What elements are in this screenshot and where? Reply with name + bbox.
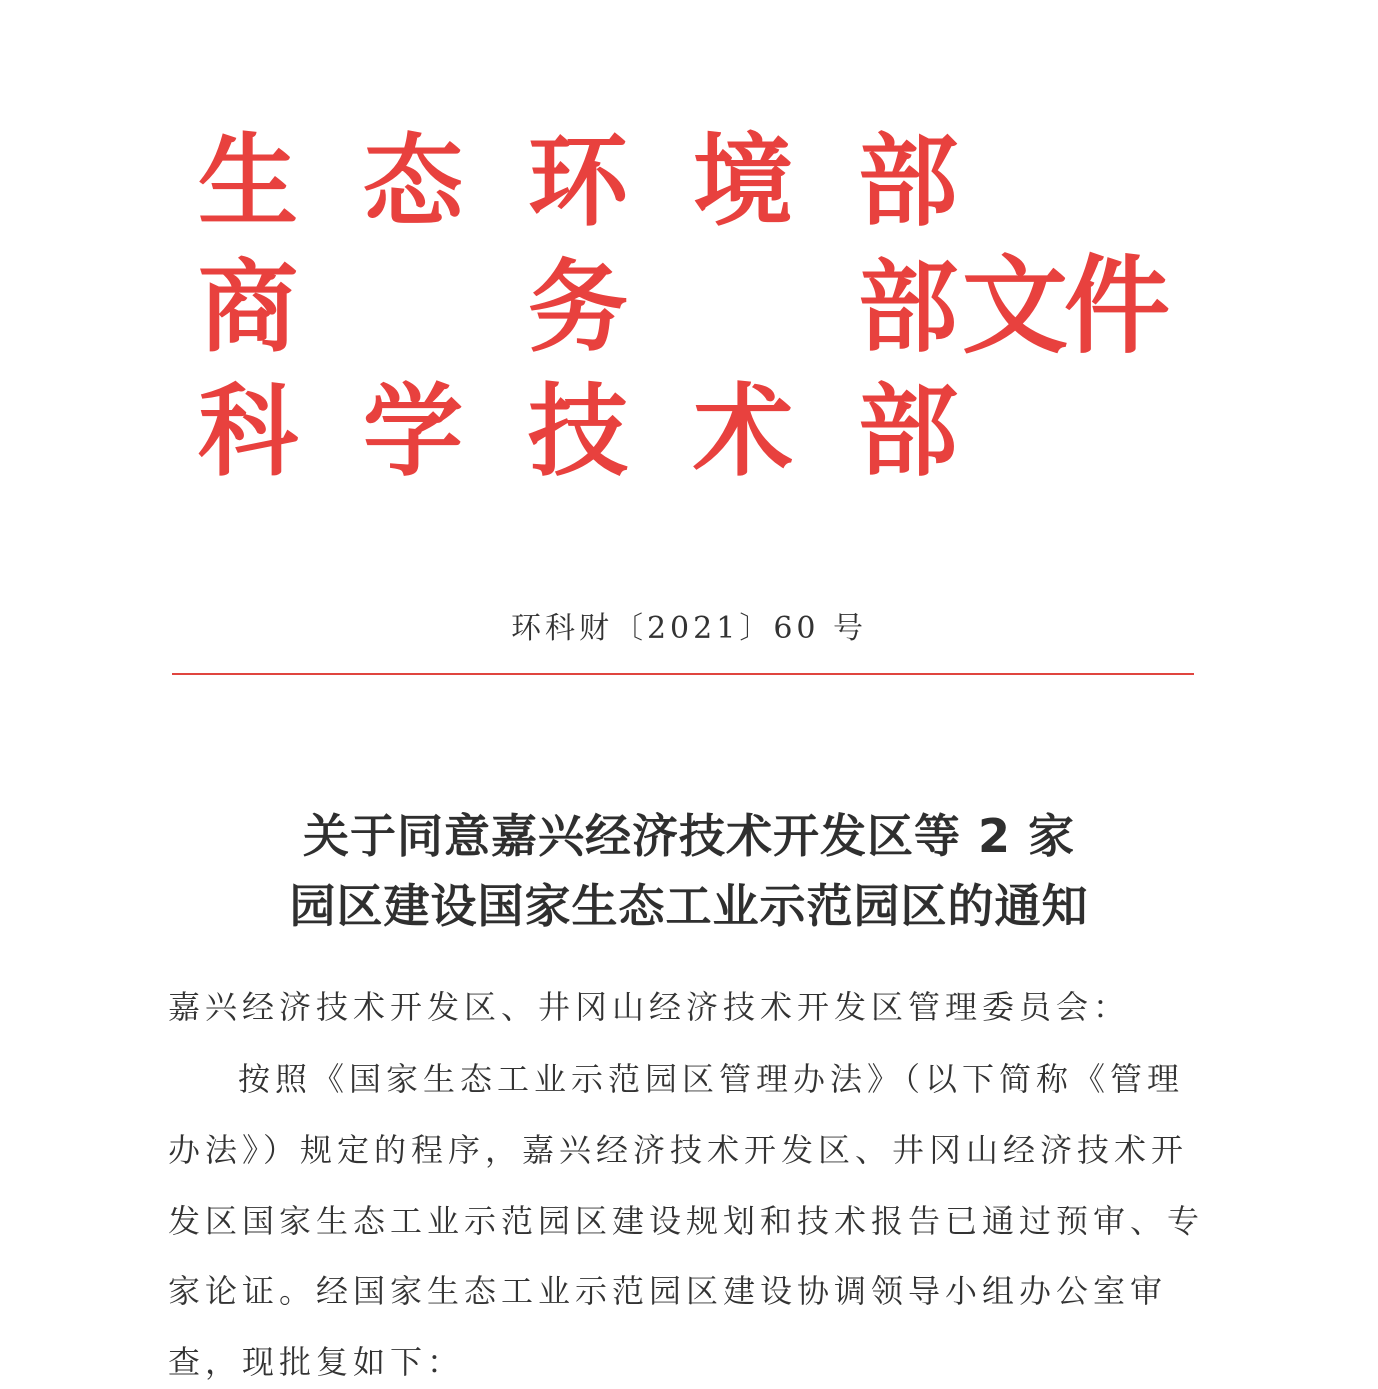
ministry-char: 生 <box>198 123 298 240</box>
ministry-char: 部 <box>858 123 958 240</box>
ministry-char: 术 <box>693 373 793 490</box>
body-line: 按照《国家生态工业示范园区管理办法》（以下简称《管理 <box>238 1060 1185 1098</box>
body-line: 家论证。经国家生态工业示范园区建设协调领导小组办公室审 <box>168 1272 1168 1310</box>
document-label: 文件 <box>962 245 1166 368</box>
ministry-char: 部 <box>858 373 958 490</box>
ministry-char: 学 <box>363 373 463 490</box>
body-line: 办法》）规定的程序，嘉兴经济技术开发区、井冈山经济技术开 <box>168 1131 1189 1169</box>
document-title-line-2: 园区建设国家生态工业示范园区的通知 <box>289 879 1089 933</box>
document-title-line-1: 关于同意嘉兴经济技术开发区等 2 家 <box>302 809 1076 863</box>
ministry-char: 商 <box>198 249 298 366</box>
body-line: 查，现批复如下： <box>168 1343 465 1381</box>
body-line: 发区国家生态工业示范园区建设规划和技术报告已通过预审、专 <box>168 1202 1205 1240</box>
ministry-char: 技 <box>528 373 628 490</box>
ministry-char: 科 <box>198 373 298 490</box>
ministry-char: 务 <box>528 249 628 366</box>
ministry-char: 境 <box>693 123 793 240</box>
ministry-char: 环 <box>528 123 628 240</box>
header-divider <box>172 673 1194 675</box>
ministry-char: 部 <box>858 249 958 366</box>
ministry-char: 态 <box>363 123 463 240</box>
addressee: 嘉兴经济技术开发区、井冈山经济技术开发区管理委员会： <box>168 988 1131 1026</box>
document-number: 环科财〔2021〕60 号 <box>510 611 868 646</box>
